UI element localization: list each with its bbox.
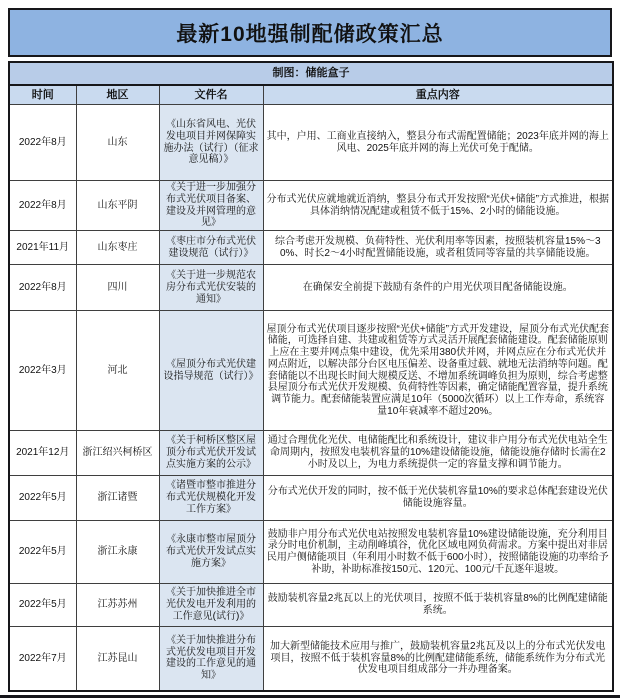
policy-row (9, 627, 613, 691)
region-cell: 浙江绍兴柯桥区 (76, 431, 159, 476)
region-cell: 江苏苏州 (76, 584, 159, 627)
file-name-cell: 《关于进一步规范农房分布式光伏安装的通知》 (159, 265, 263, 311)
file-name-cell: 《关于柯桥区整区屋顶分布式光伏开发试点实施方案的公示》 (159, 431, 263, 476)
policy-row (9, 521, 613, 584)
policy-row (9, 105, 613, 181)
content-cell: 屋顶分布式光伏项目逐步按照“光伏+储能”方式开发建设，屋顶分布式光伏配套储能，可选择自建、共建或租赁等方式灵活开展配套储能建设。配套储能原则上应在主要并网点集中建设，优先采用380伏并网，并网点应在分布式光伏并网点附近，以解决部分台区电压偏差、设备重过载、就地无法消纳等问题。配套储能以不出现长时间大规模反送、不增加系统调峰负担为原则，综合考虑整县屋顶分布式光伏开发规模、负荷特性等因素，确定储能配置容量，提升系统调节能力。配套储能装置应满足10年（5000次循环）以上工作寿命，系统容量10年衰减率不超过20%。 (263, 311, 613, 431)
file-name-cell: 《枣庄市分布式光伏建设规范（试行）》 (159, 231, 263, 265)
file-name-cell: 《关于加快推进全市光伏发电开发利用的工作意见(试行)》 (159, 584, 263, 627)
file-name-cell: 《屋顶分布式光伏建设指导规范（试行）》 (159, 311, 263, 431)
policy-row (9, 431, 613, 476)
table-header-row (9, 85, 613, 105)
column-header-region: 地区 (76, 85, 159, 105)
content-cell: 其中，户用、工商业直接纳入，整县分布式需配置储能；2023年底并网的海上风电、2025年底并网的海上光伏可免于配储。 (263, 105, 613, 181)
region-cell: 山东平阴 (76, 181, 159, 231)
file-name-cell: 《关于加快推进分布式光伏发电项目开发建设的工作意见的通知》 (159, 627, 263, 691)
region-cell: 江苏昆山 (76, 627, 159, 691)
column-header-content: 重点内容 (263, 85, 613, 105)
region-cell: 河北 (76, 311, 159, 431)
region-cell: 山东 (76, 105, 159, 181)
date-cell: 2021年12月 (9, 431, 76, 476)
credit-row (9, 62, 613, 85)
date-cell: 2022年5月 (9, 476, 76, 521)
policy-row (9, 476, 613, 521)
policy-row (9, 311, 613, 431)
content-cell: 鼓励非户用分布式光伏电站按照发电装机容量10%建设储能设施，充分利用目录分时电价机制，主动削峰填谷，优化区域电网负荷需求。方案中提出对非居民用户侧储能项目（年利用小时数不低于600小时），按照储能设施的功率给予补助，补助标准按150元、120元、100元/千瓦逐年退坡。 (263, 521, 613, 584)
policy-row (9, 265, 613, 311)
column-header-file: 文件名 (159, 85, 263, 105)
content-cell: 鼓励装机容量2兆瓦以上的光伏项目，按照不低于装机容量8%的比例配建储能系统。 (263, 584, 613, 627)
content-cell: 综合考虑开发规模、负荷特性、光伏利用率等因素，按照装机容量15%～30%、时长2～4小时配置储能设施，或者租赁同等容量的共享储能设施。 (263, 231, 613, 265)
region-cell: 山东枣庄 (76, 231, 159, 265)
date-cell: 2022年5月 (9, 584, 76, 627)
date-cell: 2022年8月 (9, 265, 76, 311)
region-cell: 浙江诸暨 (76, 476, 159, 521)
date-cell: 2022年7月 (9, 627, 76, 691)
content-cell: 通过合理优化光伏、电储能配比和系统设计，建议非户用分布式光伏电站全生命周期内，按照发电装机容量的10%建设储能设施，储能设施存储时长需在2小时及以上，为电力系统提供一定的容量支撑和调节能力。 (263, 431, 613, 476)
content-cell: 在确保安全前提下鼓励有条件的户用光伏项目配备储能设施。 (263, 265, 613, 311)
content-cell: 加大新型储能技术应用与推广，鼓励装机容量2兆瓦及以上的分布式光伏发电项目，按照不低于装机容量8%的比例配建储能系统，储能系统作为分布式光伏发电项目组成部分一并办理备案。 (263, 627, 613, 691)
policy-row (9, 584, 613, 627)
content-cell: 分布式光伏开发的同时，按不低于光伏装机容量10%的要求总体配套建设光伏储能设施容量。 (263, 476, 613, 521)
region-cell: 浙江永康 (76, 521, 159, 584)
file-name-cell: 《诸暨市整市推进分布式光伏规模化开发工作方案》 (159, 476, 263, 521)
file-name-cell: 《山东省风电、光伏发电项目并网保障实施办法（试行）（征求意见稿）》 (159, 105, 263, 181)
column-header-time: 时间 (9, 85, 76, 105)
region-cell: 四川 (76, 265, 159, 311)
date-cell: 2022年8月 (9, 105, 76, 181)
date-cell: 2021年11月 (9, 231, 76, 265)
policy-row (9, 231, 613, 265)
date-cell: 2022年8月 (9, 181, 76, 231)
date-cell: 2022年5月 (9, 521, 76, 584)
date-cell: 2022年3月 (9, 311, 76, 431)
page-title: 最新10地强制配储政策汇总 (8, 8, 612, 57)
bottom-divider (0, 695, 620, 698)
file-name-cell: 《关于进一步加强分布式光伏项目备案、建设及并网管理的意见》 (159, 181, 263, 231)
content-cell: 分布式光伏应就地就近消纳，整县分布式开发按照“光伏+储能”方式推进，根据具体消纳情况配建或租赁不低于15%、2小时的储能设施。 (263, 181, 613, 231)
credit-line: 制图：储能盒子 (9, 62, 613, 85)
policy-table (8, 61, 614, 692)
policy-row (9, 181, 613, 231)
file-name-cell: 《永康市整市屋顶分布式光伏开发试点实施方案》 (159, 521, 263, 584)
